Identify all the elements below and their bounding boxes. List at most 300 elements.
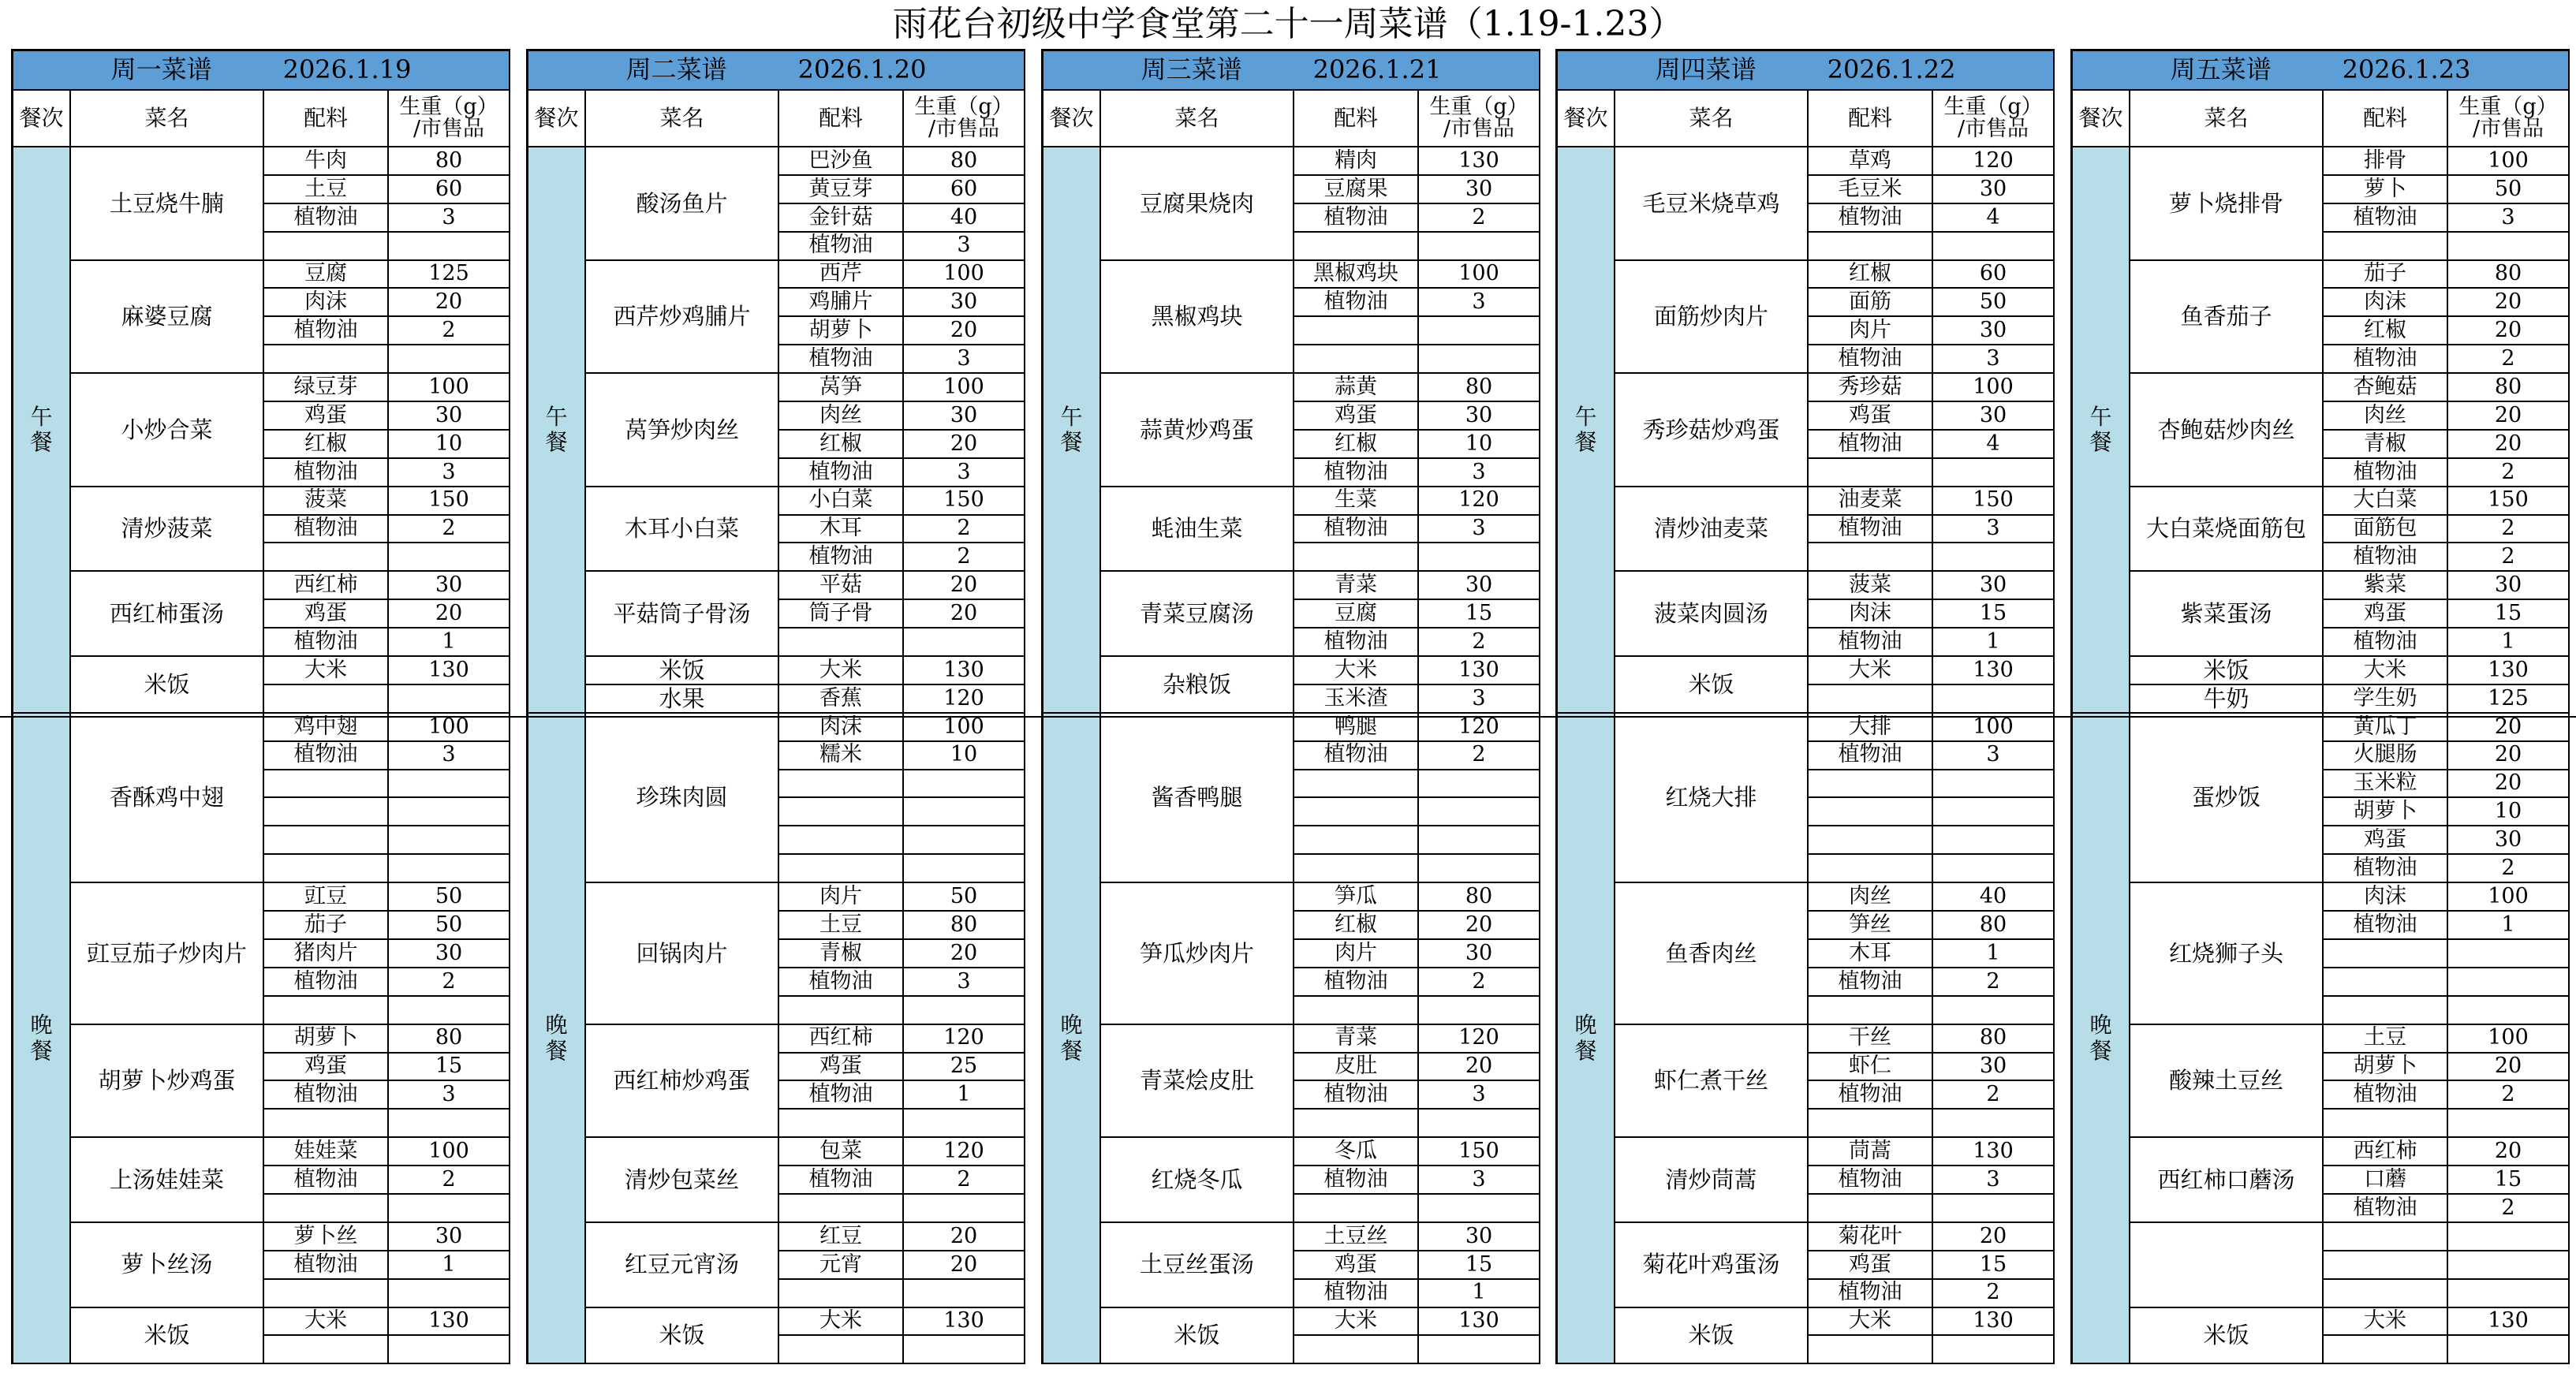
ingredient-weight: 30 <box>904 402 1025 431</box>
ingredient-name <box>2324 940 2448 968</box>
dish-name: 胡萝卜炒鸡蛋 <box>71 1025 264 1139</box>
dish-name: 米饭 <box>586 1308 779 1365</box>
ingredient-name: 胡萝卜 <box>2324 1054 2448 1082</box>
ingredient-name: 植物油 <box>1294 1081 1419 1110</box>
column-header-dish: 菜名 <box>2130 91 2324 147</box>
ingredient-name: 大米 <box>1809 657 1933 685</box>
weight-header-line: /市售品 <box>928 117 1000 141</box>
ingredient-name: 皮肚 <box>1294 1054 1419 1082</box>
ingredient-name: 大排 <box>1809 714 1933 742</box>
dish-name: 土豆丝蛋汤 <box>1101 1223 1294 1308</box>
ingredient-name: 西红柿 <box>264 572 389 600</box>
dish-name: 红烧狮子头 <box>2130 883 2324 1024</box>
ingredient-name: 植物油 <box>2324 912 2448 940</box>
ingredient-weight: 150 <box>904 487 1025 516</box>
day-date: 2026.1.20 <box>797 54 927 85</box>
ingredient-weight: 15 <box>1933 1251 2055 1280</box>
dish-name: 萝卜烧排骨 <box>2130 147 2324 261</box>
dish-name: 米饭 <box>586 657 779 685</box>
ingredient-weight: 80 <box>389 1025 510 1054</box>
dish-name: 秀珍菇炒鸡蛋 <box>1615 374 1809 487</box>
meal-label-char: 午 <box>1574 403 1597 430</box>
meal-dinner <box>13 714 71 1364</box>
ingredient-name: 火腿肠 <box>2324 742 2448 770</box>
ingredient-name: 植物油 <box>1809 1081 1933 1110</box>
meal-label-char: 午 <box>1060 403 1083 430</box>
ingredient-weight: 30 <box>1419 940 1540 968</box>
ingredient-weight <box>1419 1195 1540 1223</box>
dish-name: 笋瓜炒肉片 <box>1101 883 1294 1024</box>
ingredient-weight: 2 <box>1419 628 1540 657</box>
ingredient-name: 糯米 <box>779 742 904 770</box>
meal-dinner <box>2073 714 2130 1364</box>
ingredient-name: 大米 <box>1809 1308 1933 1337</box>
ingredient-weight: 125 <box>2448 685 2570 714</box>
ingredient-weight <box>2448 997 2570 1025</box>
ingredient-weight: 20 <box>2448 1054 2570 1082</box>
ingredient-weight: 30 <box>2448 572 2570 600</box>
ingredient-name: 肉沫 <box>2324 289 2448 317</box>
ingredient-name <box>1294 798 1419 826</box>
ingredient-name: 植物油 <box>2324 543 2448 572</box>
dish-name: 水果 <box>586 685 779 714</box>
ingredient-weight <box>1933 798 2055 826</box>
ingredient-weight: 130 <box>2448 1308 2570 1337</box>
dish-name: 面筋炒肉片 <box>1615 261 1809 375</box>
ingredient-weight: 20 <box>2448 1138 2570 1166</box>
ingredient-weight: 30 <box>389 572 510 600</box>
dish-name: 菠菜肉圆汤 <box>1615 572 1809 657</box>
ingredient-name: 红椒 <box>1294 431 1419 459</box>
ingredient-name: 萝卜 <box>2324 176 2448 204</box>
ingredient-name <box>2324 233 2448 261</box>
ingredient-weight: 150 <box>2448 487 2570 516</box>
ingredient-weight <box>389 826 510 855</box>
ingredient-name: 植物油 <box>779 233 904 261</box>
ingredient-name: 黄瓜丁 <box>2324 714 2448 742</box>
ingredient-name: 胡萝卜 <box>2324 798 2448 826</box>
meal-label-char: 餐 <box>545 1037 568 1064</box>
ingredient-weight <box>2448 1280 2570 1308</box>
ingredient-weight: 100 <box>2448 1025 2570 1054</box>
ingredient-name: 植物油 <box>779 459 904 487</box>
ingredient-name: 植物油 <box>264 204 389 233</box>
ingredient-weight: 2 <box>389 1166 510 1195</box>
ingredient-weight <box>389 1280 510 1308</box>
ingredient-weight <box>1933 543 2055 572</box>
day-date: 2026.1.19 <box>282 54 412 85</box>
ingredient-name <box>1809 1110 1933 1138</box>
column-header-weight <box>904 91 1025 147</box>
ingredient-name: 大米 <box>264 1308 389 1337</box>
ingredient-name: 植物油 <box>2324 204 2448 233</box>
dish-name: 豆腐果烧肉 <box>1101 147 1294 261</box>
ingredient-weight: 30 <box>2448 826 2570 855</box>
ingredient-weight <box>1419 997 1540 1025</box>
ingredient-name: 植物油 <box>779 1166 904 1195</box>
ingredient-weight: 2 <box>1419 742 1540 770</box>
dish-name: 红烧大排 <box>1615 714 1809 883</box>
ingredient-weight: 3 <box>904 459 1025 487</box>
weight-header-line: /市售品 <box>2472 117 2544 141</box>
dish-name: 回锅肉片 <box>586 883 779 1024</box>
ingredient-weight: 100 <box>2448 883 2570 912</box>
ingredient-weight: 120 <box>1419 487 1540 516</box>
ingredient-name <box>264 685 389 714</box>
meal-lunch <box>13 147 71 714</box>
ingredient-name: 植物油 <box>2324 459 2448 487</box>
ingredient-name: 肉沫 <box>264 289 389 317</box>
dish-name: 蒜黄炒鸡蛋 <box>1101 374 1294 487</box>
ingredient-weight: 30 <box>1419 572 1540 600</box>
ingredient-weight: 60 <box>1933 261 2055 289</box>
ingredient-weight: 3 <box>1419 459 1540 487</box>
ingredient-weight: 2 <box>2448 459 2570 487</box>
ingredient-weight: 3 <box>389 1081 510 1110</box>
ingredient-weight: 80 <box>1419 374 1540 402</box>
ingredient-name: 植物油 <box>1809 628 1933 657</box>
ingredient-weight: 3 <box>1419 685 1540 714</box>
ingredient-name: 肉片 <box>779 883 904 912</box>
ingredient-name <box>1294 770 1419 799</box>
ingredient-name: 胡萝卜 <box>779 317 904 345</box>
meal-label-char: 午 <box>30 403 53 430</box>
ingredient-weight: 2 <box>1933 968 2055 997</box>
weight-header-line: 生重（g） <box>1429 94 1529 119</box>
ingredient-weight: 80 <box>904 147 1025 176</box>
ingredient-weight <box>389 770 510 799</box>
ingredient-weight: 3 <box>1419 289 1540 317</box>
ingredient-name <box>1809 233 1933 261</box>
ingredient-weight: 30 <box>1419 1223 1540 1251</box>
ingredient-name: 肉片 <box>1294 940 1419 968</box>
ingredient-name: 植物油 <box>1809 1280 1933 1308</box>
ingredient-name: 毛豆米 <box>1809 176 1933 204</box>
ingredient-name <box>1294 997 1419 1025</box>
ingredient-name <box>1809 855 1933 883</box>
ingredient-name: 肉丝 <box>2324 402 2448 431</box>
ingredient-weight: 2 <box>1933 1280 2055 1308</box>
ingredient-weight: 30 <box>1933 402 2055 431</box>
ingredient-name <box>1294 233 1419 261</box>
ingredient-weight: 3 <box>2448 204 2570 233</box>
dish-name: 米饭 <box>71 1308 264 1365</box>
ingredient-weight <box>389 233 510 261</box>
day-header <box>528 51 1025 91</box>
ingredient-name: 莴笋 <box>779 374 904 402</box>
ingredient-name: 虾仁 <box>1809 1054 1933 1082</box>
ingredient-name: 鸡蛋 <box>2324 600 2448 628</box>
dish-name: 香酥鸡中翅 <box>71 714 264 883</box>
meal-lunch <box>1558 147 1615 714</box>
ingredient-name: 木耳 <box>1809 940 1933 968</box>
ingredient-name <box>1294 345 1419 374</box>
ingredient-name: 豆腐 <box>264 261 389 289</box>
ingredient-name: 西红柿 <box>2324 1138 2448 1166</box>
ingredient-name: 鸡蛋 <box>264 600 389 628</box>
ingredient-name <box>264 798 389 826</box>
dish-name: 青菜豆腐汤 <box>1101 572 1294 657</box>
ingredient-name: 红豆 <box>779 1223 904 1251</box>
ingredient-name: 元宵 <box>779 1251 904 1280</box>
ingredient-weight: 15 <box>1419 1251 1540 1280</box>
ingredient-weight: 100 <box>389 714 510 742</box>
ingredient-name: 植物油 <box>2324 1195 2448 1223</box>
ingredient-name: 西芹 <box>779 261 904 289</box>
ingredient-weight: 80 <box>1933 912 2055 940</box>
dish-name: 西红柿蛋汤 <box>71 572 264 657</box>
column-header-dish: 菜名 <box>1101 91 1294 147</box>
ingredient-name: 茄子 <box>264 912 389 940</box>
ingredient-name: 绿豆芽 <box>264 374 389 402</box>
ingredient-name: 鸡蛋 <box>1809 402 1933 431</box>
ingredient-weight: 120 <box>1933 147 2055 176</box>
ingredient-name: 土豆 <box>264 176 389 204</box>
ingredient-name: 茼蒿 <box>1809 1138 1933 1166</box>
ingredient-name: 鸡蛋 <box>1294 402 1419 431</box>
ingredient-weight <box>389 1110 510 1138</box>
ingredient-weight <box>904 1195 1025 1223</box>
ingredient-name: 筒子骨 <box>779 600 904 628</box>
ingredient-weight <box>904 798 1025 826</box>
ingredient-name <box>264 345 389 374</box>
ingredient-weight: 20 <box>1933 1223 2055 1251</box>
dish-name: 蚝油生菜 <box>1101 487 1294 573</box>
meal-label-char: 午 <box>545 403 568 430</box>
ingredient-name: 植物油 <box>1809 968 1933 997</box>
ingredient-weight: 150 <box>1419 1138 1540 1166</box>
column-header-meal: 餐次 <box>1043 91 1101 147</box>
ingredient-name <box>264 1195 389 1223</box>
meal-lunch <box>2073 147 2130 714</box>
ingredient-weight <box>1419 233 1540 261</box>
day-label: 周二菜谱 <box>625 54 727 85</box>
ingredient-name: 萝卜丝 <box>264 1223 389 1251</box>
meal-label-char: 餐 <box>30 428 53 455</box>
ingredient-weight <box>1933 855 2055 883</box>
ingredient-name: 红椒 <box>2324 317 2448 345</box>
ingredient-weight: 15 <box>1933 600 2055 628</box>
meal-label-char: 晚 <box>1060 1012 1083 1039</box>
ingredient-weight: 2 <box>2448 345 2570 374</box>
ingredient-weight: 120 <box>904 685 1025 714</box>
ingredient-name: 笋瓜 <box>1294 883 1419 912</box>
ingredient-name: 红椒 <box>1294 912 1419 940</box>
ingredient-name: 鸡蛋 <box>1294 1251 1419 1280</box>
ingredient-weight: 3 <box>389 459 510 487</box>
ingredient-weight <box>2448 1251 2570 1280</box>
ingredient-name: 青菜 <box>1294 572 1419 600</box>
ingredient-weight: 30 <box>389 940 510 968</box>
dish-name: 小炒合菜 <box>71 374 264 487</box>
ingredient-weight <box>2448 968 2570 997</box>
weight-header-line: 生重（g） <box>2458 94 2558 119</box>
ingredient-weight: 20 <box>2448 742 2570 770</box>
dish-name: 杂粮饭 <box>1101 657 1294 714</box>
ingredient-name: 植物油 <box>1809 1166 1933 1195</box>
ingredient-weight: 2 <box>2448 1195 2570 1223</box>
ingredient-name <box>264 770 389 799</box>
ingredient-weight: 100 <box>904 714 1025 742</box>
ingredient-weight <box>1419 1336 1540 1364</box>
ingredient-name: 植物油 <box>2324 345 2448 374</box>
ingredient-weight: 100 <box>1933 374 2055 402</box>
ingredient-name: 植物油 <box>264 516 389 544</box>
ingredient-weight <box>1933 233 2055 261</box>
ingredient-name <box>779 1280 904 1308</box>
ingredient-weight: 20 <box>2448 289 2570 317</box>
ingredient-weight: 30 <box>389 1223 510 1251</box>
ingredient-weight: 10 <box>389 431 510 459</box>
ingredient-weight: 20 <box>904 317 1025 345</box>
ingredient-weight: 20 <box>2448 770 2570 799</box>
meal-label-char: 餐 <box>2089 1037 2112 1064</box>
ingredient-name: 植物油 <box>1809 516 1933 544</box>
meal-label-char: 餐 <box>1060 428 1083 455</box>
ingredient-weight: 3 <box>389 204 510 233</box>
ingredient-weight: 3 <box>1419 1166 1540 1195</box>
ingredient-name: 青椒 <box>2324 431 2448 459</box>
meal-label-char: 餐 <box>2089 428 2112 455</box>
dish-name: 虾仁煮干丝 <box>1615 1025 1809 1139</box>
ingredient-name: 植物油 <box>1294 516 1419 544</box>
ingredient-weight: 20 <box>2448 431 2570 459</box>
ingredient-weight <box>904 1280 1025 1308</box>
ingredient-name <box>264 1336 389 1364</box>
ingredient-name <box>1294 1195 1419 1223</box>
column-header-weight <box>389 91 510 147</box>
column-header-ingredient: 配料 <box>264 91 389 147</box>
ingredient-name: 土豆丝 <box>1294 1223 1419 1251</box>
ingredient-name: 豇豆 <box>264 883 389 912</box>
ingredient-name: 笋丝 <box>1809 912 1933 940</box>
ingredient-name: 植物油 <box>264 628 389 657</box>
ingredient-name: 肉沫 <box>779 714 904 742</box>
day-label: 周四菜谱 <box>1655 54 1757 85</box>
ingredient-name: 口蘑 <box>2324 1166 2448 1195</box>
ingredient-weight: 150 <box>1933 487 2055 516</box>
ingredient-weight <box>1419 543 1540 572</box>
ingredient-name <box>2324 997 2448 1025</box>
ingredient-weight: 50 <box>389 912 510 940</box>
ingredient-weight: 20 <box>2448 317 2570 345</box>
ingredient-weight: 40 <box>1933 883 2055 912</box>
ingredient-name <box>779 1195 904 1223</box>
meal-dinner <box>1558 714 1615 1364</box>
ingredient-name <box>1809 1195 1933 1223</box>
ingredient-name <box>1294 1336 1419 1364</box>
meal-label-char: 餐 <box>30 1037 53 1064</box>
ingredient-name <box>264 233 389 261</box>
meal-dinner <box>1043 714 1101 1364</box>
ingredient-name: 青椒 <box>779 940 904 968</box>
day-header <box>1558 51 2055 91</box>
ingredient-weight: 10 <box>2448 798 2570 826</box>
dish-name: 清炒菠菜 <box>71 487 264 573</box>
ingredient-name <box>1809 770 1933 799</box>
ingredient-name <box>1809 826 1933 855</box>
ingredient-name: 植物油 <box>2324 855 2448 883</box>
ingredient-name: 红椒 <box>264 431 389 459</box>
ingredient-name: 肉丝 <box>1809 883 1933 912</box>
ingredient-name <box>1294 855 1419 883</box>
ingredient-weight: 2 <box>389 516 510 544</box>
ingredient-weight: 20 <box>904 572 1025 600</box>
ingredient-weight: 2 <box>2448 516 2570 544</box>
ingredient-weight <box>389 345 510 374</box>
ingredient-weight: 20 <box>389 600 510 628</box>
meal-dinner <box>528 714 586 1364</box>
ingredient-weight: 20 <box>904 600 1025 628</box>
ingredient-weight <box>2448 1110 2570 1138</box>
ingredient-weight: 130 <box>1933 1138 2055 1166</box>
ingredient-weight: 130 <box>1419 657 1540 685</box>
ingredient-name: 香蕉 <box>779 685 904 714</box>
weight-header-line: /市售品 <box>1443 117 1515 141</box>
ingredient-weight <box>389 798 510 826</box>
ingredient-weight: 15 <box>2448 1166 2570 1195</box>
day-label: 周三菜谱 <box>1141 54 1242 85</box>
ingredient-name: 菠菜 <box>1809 572 1933 600</box>
ingredient-name: 青菜 <box>1294 1025 1419 1054</box>
ingredient-weight: 20 <box>904 1251 1025 1280</box>
ingredient-name <box>779 997 904 1025</box>
ingredient-weight: 150 <box>389 487 510 516</box>
ingredient-weight: 15 <box>2448 600 2570 628</box>
ingredient-name <box>1809 997 1933 1025</box>
dish-name: 米饭 <box>1101 1308 1294 1365</box>
ingredient-weight <box>1419 1110 1540 1138</box>
ingredient-name: 猪肉片 <box>264 940 389 968</box>
ingredient-name: 豆腐果 <box>1294 176 1419 204</box>
column-header-ingredient: 配料 <box>1809 91 1933 147</box>
ingredient-name: 植物油 <box>1294 742 1419 770</box>
ingredient-name: 鸡脯片 <box>779 289 904 317</box>
dish-name: 上汤娃娃菜 <box>71 1138 264 1223</box>
ingredient-weight: 2 <box>2448 1081 2570 1110</box>
weight-header-line: /市售品 <box>1957 117 2029 141</box>
ingredient-weight <box>1419 798 1540 826</box>
dish-name: 土豆烧牛腩 <box>71 147 264 261</box>
ingredient-weight: 1 <box>2448 628 2570 657</box>
ingredient-weight: 3 <box>1419 516 1540 544</box>
ingredient-name: 红椒 <box>779 431 904 459</box>
ingredient-weight: 2 <box>2448 543 2570 572</box>
ingredient-weight: 80 <box>904 912 1025 940</box>
dish-name: 米饭 <box>71 657 264 714</box>
ingredient-weight <box>904 826 1025 855</box>
ingredient-name <box>2324 1110 2448 1138</box>
dish-name: 酸辣土豆丝 <box>2130 1025 2324 1139</box>
ingredient-weight: 80 <box>1933 1025 2055 1054</box>
dish-name: 莴笋炒肉丝 <box>586 374 779 487</box>
ingredient-weight: 60 <box>904 176 1025 204</box>
meal-label-char: 午 <box>2089 403 2112 430</box>
ingredient-name <box>1294 826 1419 855</box>
ingredient-weight: 30 <box>1933 1054 2055 1082</box>
ingredient-name: 植物油 <box>779 345 904 374</box>
dish-name: 紫菜蛋汤 <box>2130 572 2324 657</box>
column-header-dish: 菜名 <box>1615 91 1809 147</box>
dish-name: 清炒油麦菜 <box>1615 487 1809 573</box>
ingredient-name: 植物油 <box>1809 345 1933 374</box>
ingredient-name: 肉沫 <box>2324 883 2448 912</box>
ingredient-name <box>779 770 904 799</box>
ingredient-weight: 2 <box>2448 855 2570 883</box>
ingredient-name: 包菜 <box>779 1138 904 1166</box>
ingredient-name <box>264 855 389 883</box>
ingredient-name: 植物油 <box>264 968 389 997</box>
